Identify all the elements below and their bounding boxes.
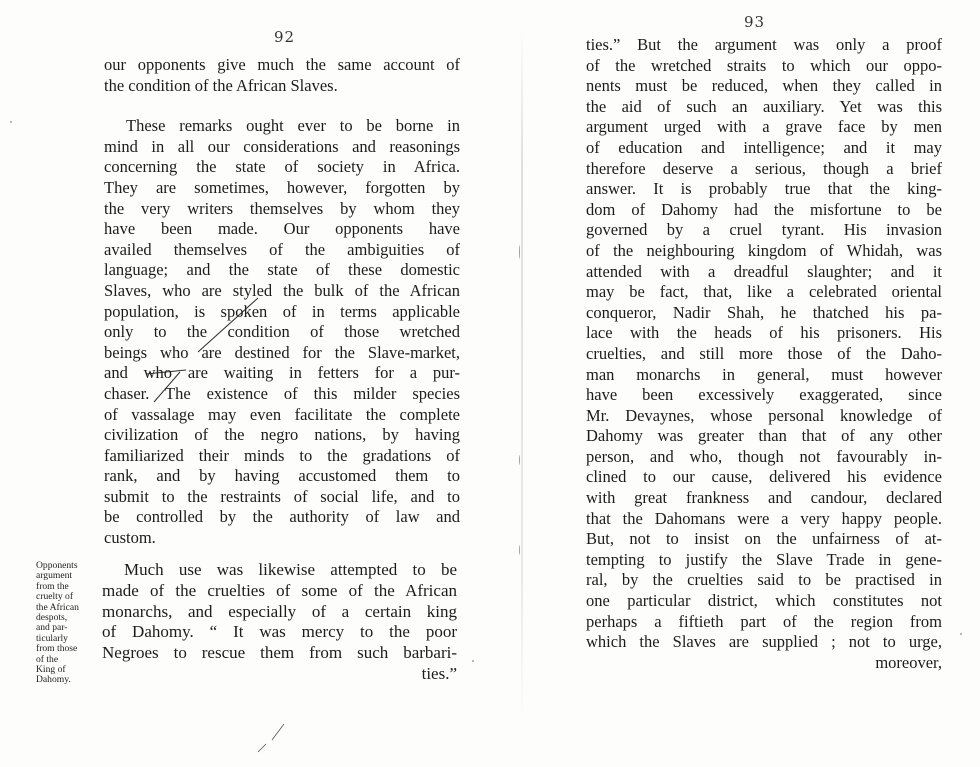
text-line: familiarized their minds to the gradations of [104, 445, 460, 465]
text-line: of Dahomy. “ It was mercy to the poor [102, 622, 457, 642]
text-line: Much use was likewise attempted to be [124, 560, 457, 579]
book-gutter [521, 30, 523, 720]
text-line: population, is spoken of in terms applicable [104, 301, 460, 321]
text-line: nents must be reduced, when they called in [586, 76, 942, 96]
text-line: one particular district, which constitutes not [586, 591, 942, 611]
margin-note-line: despots, [36, 612, 68, 624]
text-line: monarchs, and especially of a certain king [102, 601, 457, 621]
text-line: with great frankness and candour, declared [586, 488, 942, 508]
text-line: governed by a cruel tyrant. His invasion [586, 220, 942, 240]
left-page-body [104, 55, 460, 549]
margin-note-line: and par- [36, 622, 68, 634]
scan-speck [519, 245, 520, 259]
text-line: beings who are destined for the Slave-market, [104, 342, 460, 362]
text-line: that the Dahomans were a very happy people. [586, 508, 942, 528]
text-line: argument urged with a grave face by men [586, 117, 942, 137]
text-line: the aid of such an auxiliary. Yet was this [586, 96, 942, 116]
right-page-number: 93 [744, 13, 766, 31]
scan-speck [472, 660, 474, 662]
text-line: be controlled by the authority of law and [104, 507, 460, 527]
text-line: availed themselves of the ambiguities of [104, 239, 460, 259]
text-line: of the wretched straits to which our oppo- [586, 55, 942, 75]
text-line: clined to our cause, delivered his evidence [586, 467, 942, 487]
margin-note-line: from the [36, 580, 69, 592]
text-line: concerning the state of society in Africa. [104, 157, 460, 177]
pencil-stroke [258, 724, 284, 752]
text-line: submit to the restraints of social life, and to [104, 486, 460, 506]
text-line: They are sometimes, however, forgotten by [104, 177, 460, 197]
text-line: have been excessively exaggerated, since [586, 385, 942, 405]
text-line: of education and intelligence; and it may [586, 137, 942, 157]
text-line: perhaps a fiftieth part of the region from [586, 611, 942, 631]
text-line: lace with the heads of his prisoners. His [586, 323, 942, 343]
text-line: ral, by the cruelties said to be practised in [586, 570, 942, 590]
margin-note-line: of the [36, 653, 59, 665]
text-line: Slaves, who are styled the bulk of the African [104, 280, 460, 300]
text-line: These remarks ought ever to be borne in [126, 116, 460, 136]
text-line: chaser. The existence of this milder species [104, 383, 460, 403]
text-line: the condition of the African Slaves. [104, 75, 338, 95]
text-line: Mr. Devaynes, whose personal knowledge of [586, 405, 942, 425]
text-line: ties.” But the argument was only a proof [586, 35, 942, 54]
text-line: Negroes to rescue them from such barbari- [102, 643, 457, 663]
text-line: the very writers themselves by whom they [104, 198, 460, 218]
scan-speck [10, 121, 12, 123]
paragraph-gap [104, 96, 460, 116]
text-line: Dahomy was greater than that of any other [586, 426, 942, 446]
text-line: tempting to justify the Slave Trade in gene- [586, 549, 942, 569]
text-line: may be fact, that, like a celebrated oriental [586, 282, 942, 302]
scan-speck [519, 455, 520, 465]
margin-note-line: the African [36, 601, 79, 613]
text-line: cruelties, and still more those of the Daho- [586, 343, 942, 363]
scan-speck [519, 545, 520, 555]
margin-note-line: Dahomy. [36, 674, 71, 686]
margin-note-line: argument [36, 570, 73, 582]
text-line: which the Slaves are supplied ; not to urge, [586, 632, 942, 652]
text-line: mind in all our considerations and reasonings [104, 136, 460, 156]
text-line: our opponents give much the same account of [104, 55, 460, 74]
text-line: But, not to insist on the unfairness of at- [586, 529, 942, 549]
text-line: language; and the state of these domestic [104, 260, 460, 280]
margin-note-line: from those [36, 643, 78, 655]
scan-speck [960, 633, 962, 635]
text-line: of vassalage may even facilitate the complete [104, 404, 460, 424]
text-line: custom. [104, 528, 156, 548]
margin-note-line: ticularly [36, 632, 68, 644]
text-line: answer. It is probably true that the king- [586, 179, 942, 199]
text-line: and who are waiting in fetters for a pur- [104, 363, 460, 383]
right-page-body [586, 35, 942, 673]
text-line: rank, and by having accustomed them to [104, 466, 460, 486]
left-page-number: 92 [274, 28, 296, 46]
margin-note [36, 561, 100, 686]
text-line: dom of Dahomy had the misfortune to be [586, 199, 942, 219]
text-line: man monarchs in general, must however [586, 364, 942, 384]
left-page-paragraph-3 [102, 560, 457, 685]
margin-note-line: Opponents [36, 560, 78, 571]
margin-note-line: King of [36, 664, 66, 676]
text-line: therefore deserve a serious, though a brief [586, 158, 942, 178]
catchword: moreover, [875, 652, 942, 672]
text-line: of the neighbouring kingdom of Whidah, was [586, 240, 942, 260]
text-line: civilization of the negro nations, by having [104, 425, 460, 445]
margin-note-line: cruelty of [36, 591, 74, 603]
text-line: conqueror, Nadir Shah, he thatched his pa- [586, 302, 942, 322]
text-line: have been made. Our opponents have [104, 219, 460, 239]
text-line: ties.” [421, 663, 457, 683]
text-line: made of the cruelties of some of the African [102, 580, 457, 600]
text-line: attended with a dreadful slaughter; and it [586, 261, 942, 281]
text-line: person, and who, though not favourably in- [586, 446, 942, 466]
text-line: only to the condition of those wretched [104, 322, 460, 342]
